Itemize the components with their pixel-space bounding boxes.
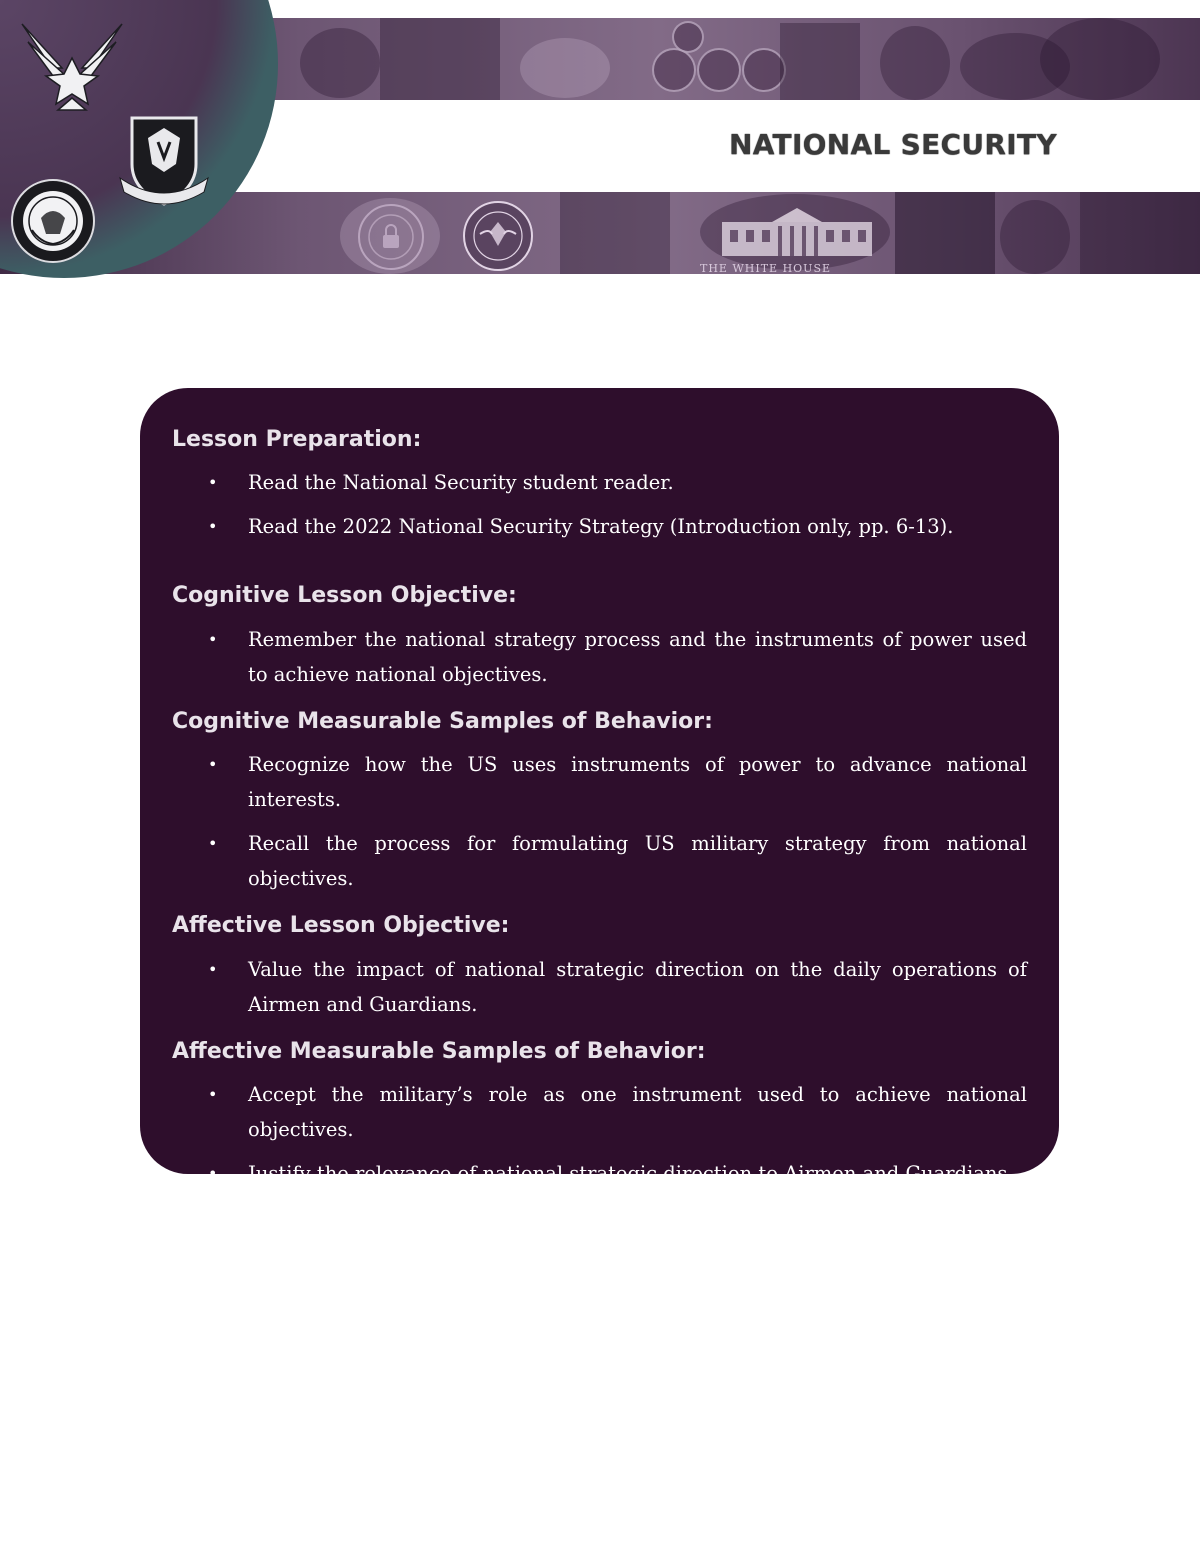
section-title-cognitive-behavior: Cognitive Measurable Samples of Behavior: [172, 709, 713, 735]
bullet-list [172, 622, 1027, 692]
collage-caption: THE WHITE HOUSE [700, 262, 832, 275]
list-item: • Recall the process for formulating US military strategy from national objectives. [172, 826, 1027, 896]
list-item: • Remember the national strategy process and the instruments of power used to achieve national objectives. [172, 622, 1027, 692]
air-force-symbol-icon [18, 18, 126, 114]
list-item: • Accept the military’s role as one instrument used to achieve national objectives. [172, 1077, 1027, 1147]
bullet-icon: • [208, 1163, 218, 1183]
great-seal-icon [462, 200, 534, 272]
bullet-icon: • [208, 833, 218, 853]
section-title-affective-behavior: Affective Measurable Samples of Behavior: [172, 1039, 706, 1065]
header-banner [0, 0, 1200, 285]
bullet-icon: • [208, 472, 218, 492]
list-item: • Value the impact of national strategic direction on the daily operations of Airmen and Guardians. [172, 952, 1027, 1022]
bullet-list [172, 952, 1027, 1022]
list-item: • Recognize how the US uses instruments of power to advance national interests. [172, 747, 1027, 817]
section-title-lesson-preparation: Lesson Preparation: [172, 427, 422, 452]
bullet-icon: • [208, 516, 218, 536]
list-item: • Read the National Security student reader. [172, 465, 1027, 500]
section-title-affective-objective: Affective Lesson Objective: [172, 912, 510, 938]
holm-center-shield-icon [118, 112, 210, 208]
bullet-icon: • [208, 630, 218, 650]
white-house-icon [712, 200, 882, 260]
bullet-list [172, 1077, 1027, 1191]
seal-emblem-icon [10, 178, 96, 264]
bullet-icon: • [208, 960, 218, 980]
list-item: • Read the 2022 National Security Strategy (Introduction only, pp. 6-13). [172, 509, 1027, 544]
bullet-icon: • [208, 1084, 218, 1104]
bullet-list [172, 465, 1027, 544]
list-item: • Justify the relevance of national strategic direction to Airmen and Guardians. [172, 1156, 1027, 1191]
bullet-icon: • [208, 754, 218, 774]
bullet-list [172, 747, 1027, 896]
lesson-objectives-card [140, 388, 1059, 1185]
section-title-cognitive-objective: Cognitive Lesson Objective: [172, 582, 517, 608]
padlock-seal-icon [356, 202, 426, 272]
page-title: NATIONAL SECURITY [729, 128, 1057, 161]
